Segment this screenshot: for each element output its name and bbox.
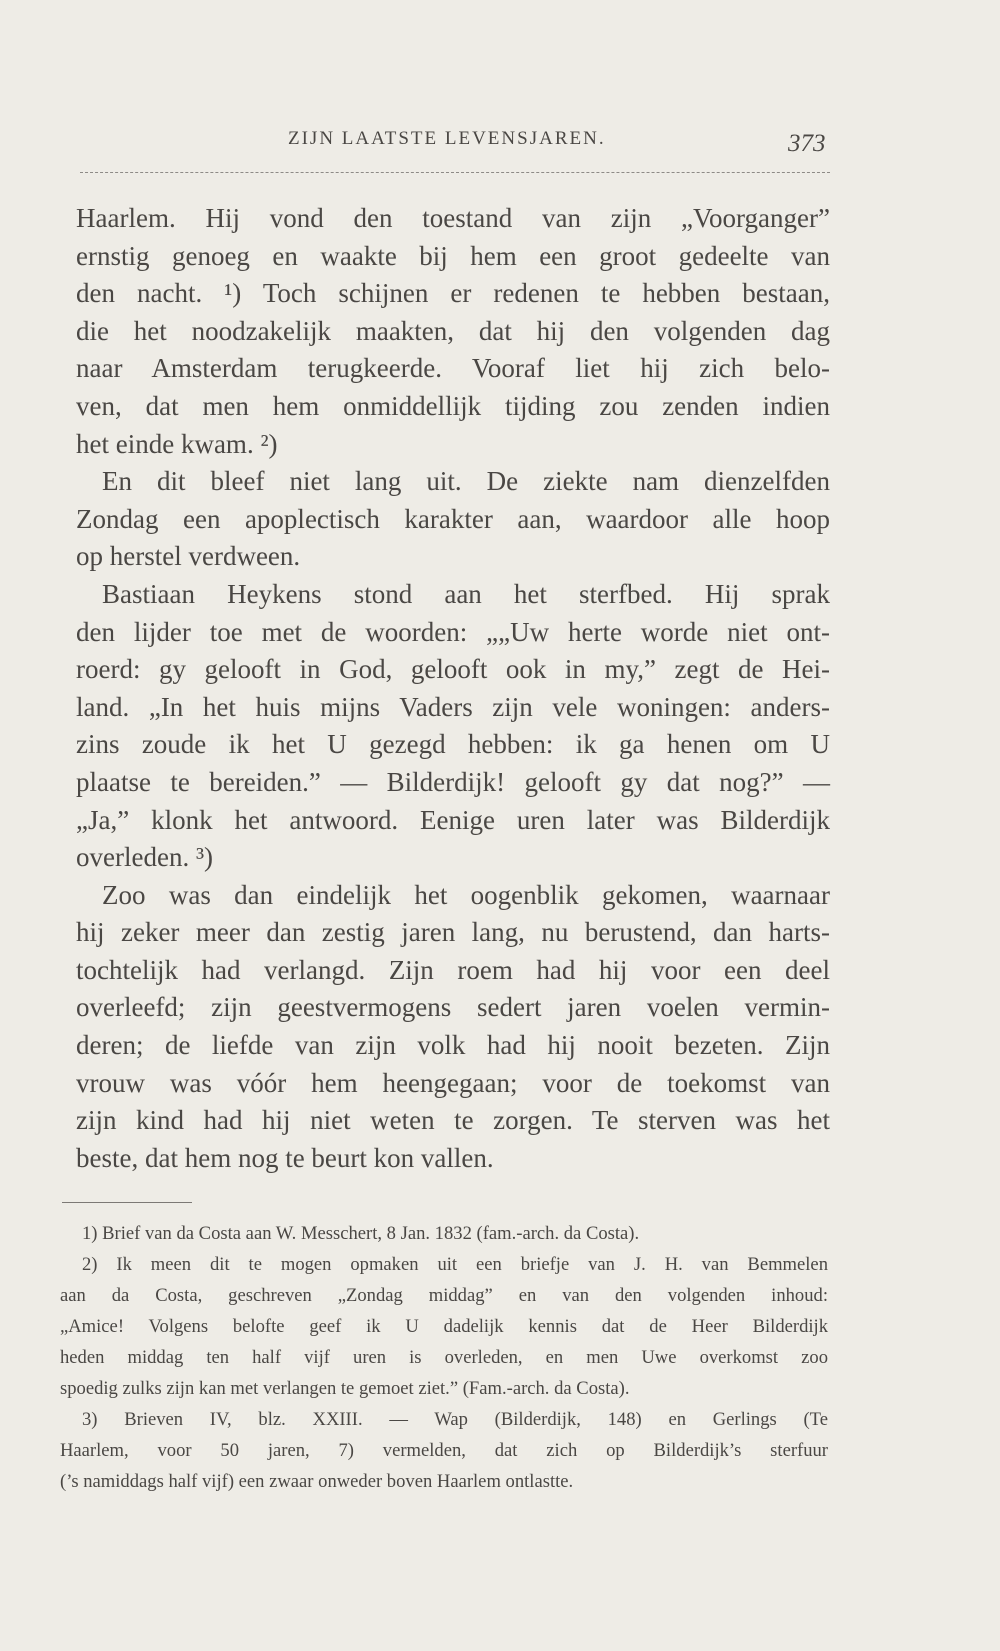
text-line: zijn kind had hij niet weten te zorgen. Te sterven was het <box>76 1105 830 1136</box>
text-line: Zondag een apoplectisch karakter aan, waardoor alle hoop <box>76 503 830 534</box>
text-line: den nacht. ¹) Toch schijnen er redenen te hebben bestaan, <box>76 278 830 309</box>
header-rule <box>80 172 830 173</box>
page-header <box>0 122 1000 162</box>
text-line: overleefd; zijn geestvermogens sedert jaren voelen vermin- <box>76 992 830 1023</box>
footnotes <box>60 1218 828 1497</box>
footnote-line: „Amice! Volgens belofte geef ik U dadelijk kennis dat de Heer Bilderdijk <box>60 1316 828 1337</box>
text-line: naar Amsterdam terugkeerde. Vooraf liet hij zich belo- <box>76 353 830 384</box>
footnote-line: Haarlem, voor 50 jaren, 7) vermelden, dat zich op Bilderdijk’s sterfuur <box>60 1440 828 1461</box>
text-line: roerd: gy gelooft in God, gelooft ook in my,” zegt de Hei- <box>76 654 830 685</box>
text-line: het einde kwam. ²) <box>76 428 278 459</box>
text-line: op herstel verdween. <box>76 541 301 572</box>
text-line: die het noodzakelijk maakten, dat hij den volgenden dag <box>76 315 830 346</box>
page-number: 373 <box>788 130 826 157</box>
text-line: den lijder toe met de woorden: „„Uw herte worde niet ont- <box>76 616 830 647</box>
text-line: tochtelijk had verlangd. Zijn roem had hij voor een deel <box>76 954 830 985</box>
text-line: beste, dat hem nog te beurt kon vallen. <box>76 1142 494 1173</box>
text-line: land. „In het huis mijns Vaders zijn vele woningen: anders- <box>76 691 830 722</box>
text-line: ernstig genoeg en waakte bij hem een groot gedeelte van <box>76 240 830 271</box>
running-title: ZIJN LAATSTE LEVENSJAREN. <box>288 128 606 149</box>
text-line: Bastiaan Heykens stond aan het sterfbed. Hij sprak <box>102 578 830 609</box>
text-line: hij zeker meer dan zestig jaren lang, nu berustend, dan harts- <box>76 917 830 948</box>
footnote-line: spoedig zulks zijn kan met verlangen te gemoet ziet.” (Fam.-arch. da Costa). <box>60 1378 630 1399</box>
text-line: En dit bleef niet lang uit. De ziekte nam dienzelfden <box>102 466 830 497</box>
footnote-line: (’s namiddags half vijf) een zwaar onweder boven Haarlem ontlastte. <box>60 1471 574 1492</box>
text-line: Zoo was dan eindelijk het oogenblik gekomen, waarnaar <box>102 879 830 910</box>
text-line: plaatse te bereiden.” — Bilderdijk! gelooft gy dat nog?” — <box>76 766 830 797</box>
text-line: vrouw was vóór hem heengegaan; voor de toekomst van <box>76 1067 830 1098</box>
body-text <box>76 200 830 1177</box>
text-line: ven, dat men hem onmiddellijk tijding zou zenden indien <box>76 390 830 421</box>
text-line: „Ja,” klonk het antwoord. Eenige uren later was Bilderdijk <box>76 804 830 835</box>
text-line: overleden. ³) <box>76 842 214 873</box>
footnote-line: 3) Brieven IV, blz. XXIII. — Wap (Bilderdijk, 148) en Gerlings (Te <box>82 1409 828 1430</box>
footnote-rule <box>62 1202 192 1203</box>
text-line: zins zoude ik het U gezegd hebben: ik ga henen om U <box>76 729 830 760</box>
footnote-line: heden middag ten half vijf uren is overleden, en men Uwe overkomst zoo <box>60 1347 828 1368</box>
text-line: Haarlem. Hij vond den toestand van zijn „Voorganger” <box>76 203 830 233</box>
text-line: deren; de liefde van zijn volk had hij nooit bezeten. Zijn <box>76 1030 830 1061</box>
footnote-line: 2) Ik meen dit te mogen opmaken uit een briefje van J. H. van Bemmelen <box>82 1254 828 1275</box>
footnote-line: 1) Brief van da Costa aan W. Messchert, 8 Jan. 1832 (fam.-arch. da Costa). <box>82 1223 640 1244</box>
footnote-line: aan da Costa, geschreven „Zondag middag” en van den volgenden inhoud: <box>60 1285 828 1306</box>
